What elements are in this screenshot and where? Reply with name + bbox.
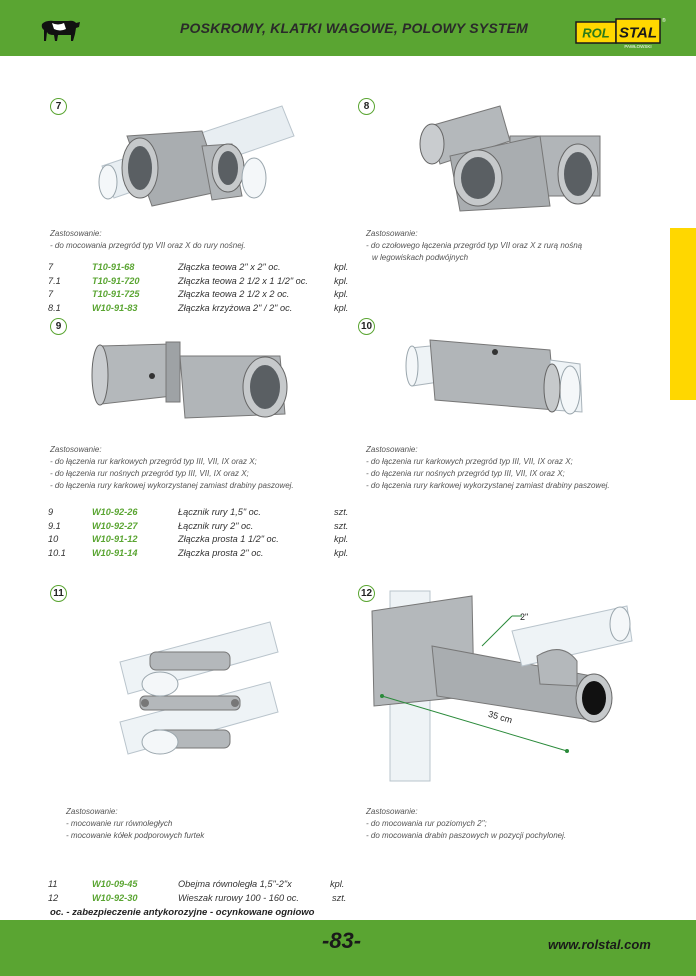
table-row bbox=[48, 303, 358, 317]
item-name: Wieszak rurowy 100 - 160 oc. bbox=[178, 892, 299, 903]
product-table-7 bbox=[48, 262, 358, 316]
usage-block-12 bbox=[366, 806, 566, 842]
usage-line: - do mocowania drabin paszowych w pozycji pochylonej. bbox=[366, 831, 567, 840]
dimension-pipe-size: 2" bbox=[520, 612, 529, 622]
usage-line: - do czołowego łączenia przegród typ VII oraz X z rurą nośną bbox=[366, 241, 583, 250]
header-title: POSKROMY, KLATKI WAGOWE, POLOWY SYSTEM bbox=[180, 20, 529, 36]
item-no: 12 bbox=[48, 892, 59, 903]
svg-text:STAL: STAL bbox=[618, 24, 658, 42]
product-table-9 bbox=[48, 507, 358, 561]
usage-title: Zastosowanie: bbox=[366, 445, 418, 454]
item-code: W10-91-14 bbox=[92, 547, 138, 558]
item-no: 9.1 bbox=[48, 520, 61, 531]
item-code: W10-92-30 bbox=[92, 892, 138, 903]
usage-title: Zastosowanie: bbox=[66, 807, 118, 816]
item-name: Złączka teowa 2 1/2 x 2 oc. bbox=[178, 289, 290, 299]
page-number: -83- bbox=[322, 928, 362, 953]
usage-title: Zastosowanie: bbox=[366, 229, 418, 238]
item-badge-11: 11 bbox=[50, 585, 67, 602]
usage-line: - mocowanie rur równoległych bbox=[66, 819, 173, 828]
tee-coupling-image bbox=[82, 96, 302, 216]
item-name: Obejma równoległa 1,5"-2"x bbox=[178, 879, 292, 889]
usage-line: - do łączenia rur karkowych przegród typ III, VII, IX oraz X; bbox=[50, 457, 257, 466]
svg-text:®: ® bbox=[662, 18, 666, 24]
item-unit: szt. bbox=[334, 520, 349, 531]
usage-block-10 bbox=[366, 444, 610, 492]
item-unit: szt. bbox=[332, 892, 347, 903]
item-unit: kpl. bbox=[334, 275, 349, 286]
item-code: W10-91-12 bbox=[92, 534, 138, 544]
item-unit: kpl. bbox=[330, 879, 345, 889]
pipe-connector-image bbox=[80, 326, 300, 426]
usage-line: - mocowanie kółek podporowych furtek bbox=[66, 831, 205, 840]
item-unit: kpl. bbox=[334, 262, 349, 272]
rolstal-logo bbox=[574, 17, 664, 49]
item-badge-10: 10 bbox=[358, 318, 375, 335]
item-no: 8.1 bbox=[48, 302, 61, 313]
table-row bbox=[48, 507, 358, 521]
item-code: W10-92-27 bbox=[92, 520, 138, 531]
item-name: Łącznik rury 1,5" oc. bbox=[178, 507, 261, 517]
table-row bbox=[48, 534, 358, 548]
item-code: T10-91-725 bbox=[92, 289, 140, 299]
footnote: oc. - zabezpieczenie antykorozyjne - ocynkowane ogniowo bbox=[50, 907, 315, 918]
item-name: Złączka teowa 2 1/2 x 1 1/2" oc. bbox=[178, 275, 308, 286]
usage-block-7 bbox=[50, 228, 246, 252]
item-badge-9: 9 bbox=[50, 318, 67, 335]
usage-line: - do łączenia rur nośnych przegród typ III, VII, IX oraz X; bbox=[366, 469, 565, 478]
product-table-11 bbox=[48, 879, 368, 906]
table-row bbox=[48, 262, 358, 276]
usage-line: - do łączenia rury karkowej wykorzystanej zamiast drabiny paszowej. bbox=[50, 481, 294, 490]
item-unit: kpl. bbox=[334, 534, 349, 544]
side-tab bbox=[670, 228, 696, 400]
item-no: 7 bbox=[48, 289, 54, 299]
item-code: W10-91-83 bbox=[92, 302, 138, 313]
item-badge-12: 12 bbox=[358, 585, 375, 602]
usage-line: - do łączenia rury karkowej wykorzystanej zamiast drabiny paszowej. bbox=[366, 481, 610, 490]
dimension-length: 35 cm bbox=[487, 708, 514, 726]
item-no: 9 bbox=[48, 507, 54, 517]
table-row bbox=[48, 289, 358, 303]
usage-line: w legowiskach podwójnych bbox=[372, 253, 469, 262]
website-link[interactable]: www.rolstal.com bbox=[548, 937, 651, 952]
item-no: 7 bbox=[48, 262, 54, 272]
usage-block-8 bbox=[366, 228, 582, 264]
usage-line: - do mocowania przegród typ VII oraz X do rury nośnej. bbox=[50, 241, 246, 250]
usage-title: Zastosowanie: bbox=[366, 807, 418, 816]
svg-text:PAWŁOWSKI: PAWŁOWSKI bbox=[624, 44, 652, 49]
item-unit: kpl. bbox=[334, 289, 349, 299]
straight-coupling-image bbox=[400, 330, 590, 420]
table-row bbox=[48, 548, 358, 562]
item-code: W10-92-26 bbox=[92, 507, 138, 517]
usage-title: Zastosowanie: bbox=[50, 445, 102, 454]
svg-text:ROL: ROL bbox=[582, 25, 610, 41]
cross-coupling-image bbox=[400, 96, 640, 214]
item-unit: szt. bbox=[334, 507, 349, 517]
usage-line: - do łączenia rur karkowych przegród typ III, VII, IX oraz X; bbox=[366, 457, 573, 466]
usage-title: Zastosowanie: bbox=[50, 229, 102, 238]
parallel-clamp-image bbox=[100, 612, 290, 782]
item-code: T10-91-68 bbox=[92, 262, 135, 272]
item-no: 11 bbox=[48, 879, 58, 889]
item-unit: kpl. bbox=[334, 302, 349, 313]
item-unit: kpl. bbox=[334, 547, 349, 558]
usage-line: - do mocowania rur poziomych 2"; bbox=[366, 819, 487, 828]
item-no: 10.1 bbox=[48, 547, 66, 558]
item-name: Złączka prosta 2" oc. bbox=[178, 547, 264, 558]
usage-line: - do łączenia rur nośnych przegród typ III, VII, IX oraz X; bbox=[50, 469, 249, 478]
pipe-hanger-image bbox=[362, 586, 652, 786]
usage-block-9 bbox=[50, 444, 294, 492]
item-code: W10-09-45 bbox=[92, 879, 138, 889]
item-name: Złączka prosta 1 1/2" oc. bbox=[178, 534, 279, 544]
item-badge-7: 7 bbox=[50, 98, 67, 115]
table-row bbox=[48, 521, 358, 535]
cow-icon bbox=[38, 14, 82, 44]
table-row bbox=[48, 893, 368, 907]
table-row bbox=[48, 276, 358, 290]
table-row bbox=[48, 879, 368, 893]
item-name: Złączka teowa 2" x 2" oc. bbox=[178, 262, 281, 272]
item-no: 7.1 bbox=[48, 275, 61, 286]
item-code: T10-91-720 bbox=[92, 275, 140, 286]
usage-block-11 bbox=[66, 806, 204, 842]
item-badge-8: 8 bbox=[358, 98, 375, 115]
item-name: Łącznik rury 2" oc. bbox=[178, 520, 254, 531]
item-name: Złączka krzyżowa 2" / 2" oc. bbox=[178, 302, 293, 313]
item-no: 10 bbox=[48, 534, 59, 544]
